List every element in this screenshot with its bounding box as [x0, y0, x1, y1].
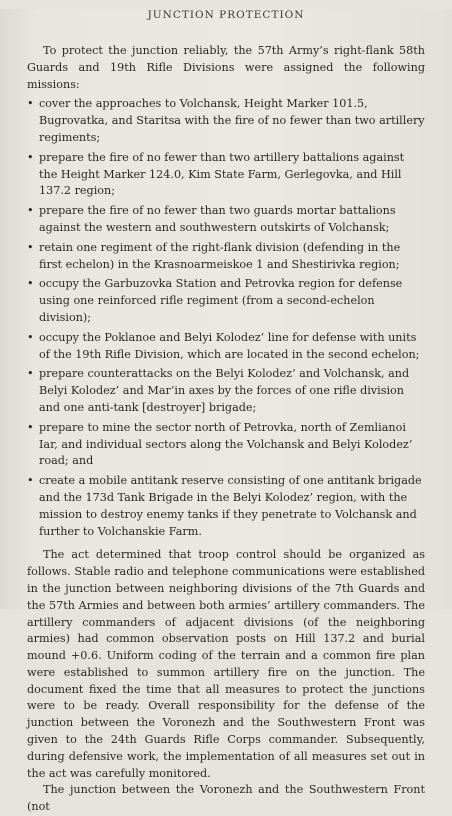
list-item: • cover the approaches to Volchansk, Height Marker 101.5, Bugrovatka, and Staritsa with the fire of no fewer than two artillery regiments;	[27, 97, 425, 144]
list-item: • prepare counterattacks on the Belyi Kolodez’ and Volchansk, and Belyi Kolodez’ and Mar’in axes by the forces of one rifle division and one anti-tank [destroyer] brigade;	[27, 367, 410, 414]
book-page	[0, 9, 452, 814]
list-item: • occupy the Poklanoe and Belyi Kolodez’ line for defense with units of the 19th Rifle Division, which are located in the second echelon;	[27, 330, 420, 361]
bullet-icon: •	[27, 204, 34, 218]
body-paragraph: The act determined that troop control should be organized as follows. Stable radio and telephone communications were established in the junction between neighboring divisions of the 7th Guards and the 57th Armies and between both armies’ artillery commanders. The artillery commanders of adjacent divisions (of the neighboring armies) had common observation posts on Hill 137.2 and burial mound +0.6. Uniform coding of the terrain and a common fire plan were established to summon artillery fire on the junction. The document fixed the time that all measures to protect the junctions were to be ready. Overall responsibility for the defense of the junction between the Voronezh and the Southwestern Front was given to the 24th Guards Rifle Corps commander. Subsequently, during defensive work, the implementation of all measures set out in the act was carefully monitored.	[27, 548, 425, 780]
bullet-icon: •	[27, 240, 34, 254]
body-text	[27, 43, 425, 816]
bullet-icon: •	[27, 330, 34, 344]
list-item: • occupy the Garbuzovka Station and Petrovka region for defense using one reinforced rifle regiment (from a second-echelon division);	[27, 277, 403, 324]
body-paragraph-continued: The junction between the Voronezh and the Southwestern Front (not	[27, 783, 425, 814]
bullet-icon: •	[27, 474, 34, 488]
list-item: • prepare the fire of no fewer than two artillery battalions against the Height Marker 124.0, Kim State Farm, Gerlegovka, and Hill 137.2 region;	[27, 150, 405, 198]
bullet-icon: •	[27, 150, 34, 164]
list-item: • create a mobile antitank reserve consisting of one antitank brigade and the 173d Tank Brigade in the Belyi Kolodez’ region, with the mission to destroy enemy tanks if they penetrate to Volchansk and further to Volchanskie Farm.	[27, 474, 422, 538]
bullet-icon: •	[27, 277, 34, 291]
intro-paragraph: To protect the junction reliably, the 57th Army’s right-flank 58th Guards and 19th Rifle Divisions were assigned the following missions:	[27, 44, 425, 91]
bullet-icon: •	[27, 367, 34, 381]
list-item: • prepare the fire of no fewer than two guards mortar battalions against the western and southwestern outskirts of Volchansk;	[27, 204, 396, 234]
running-header: JUNCTION PROTECTION	[147, 9, 305, 21]
list-item: • prepare to mine the sector north of Petrovka, north of Zemlianoi Iar, and individual sectors along the Volchansk and Belyi Kolodez’ road; and	[27, 420, 413, 468]
list-item: • retain one regiment of the right-flank division (defending in the first echelon) in the Krasnoarmeiskoe 1 and Shestirivka region;	[27, 240, 401, 271]
bullet-icon: •	[27, 420, 34, 434]
missions-list	[27, 96, 425, 540]
bullet-icon: •	[27, 97, 34, 111]
